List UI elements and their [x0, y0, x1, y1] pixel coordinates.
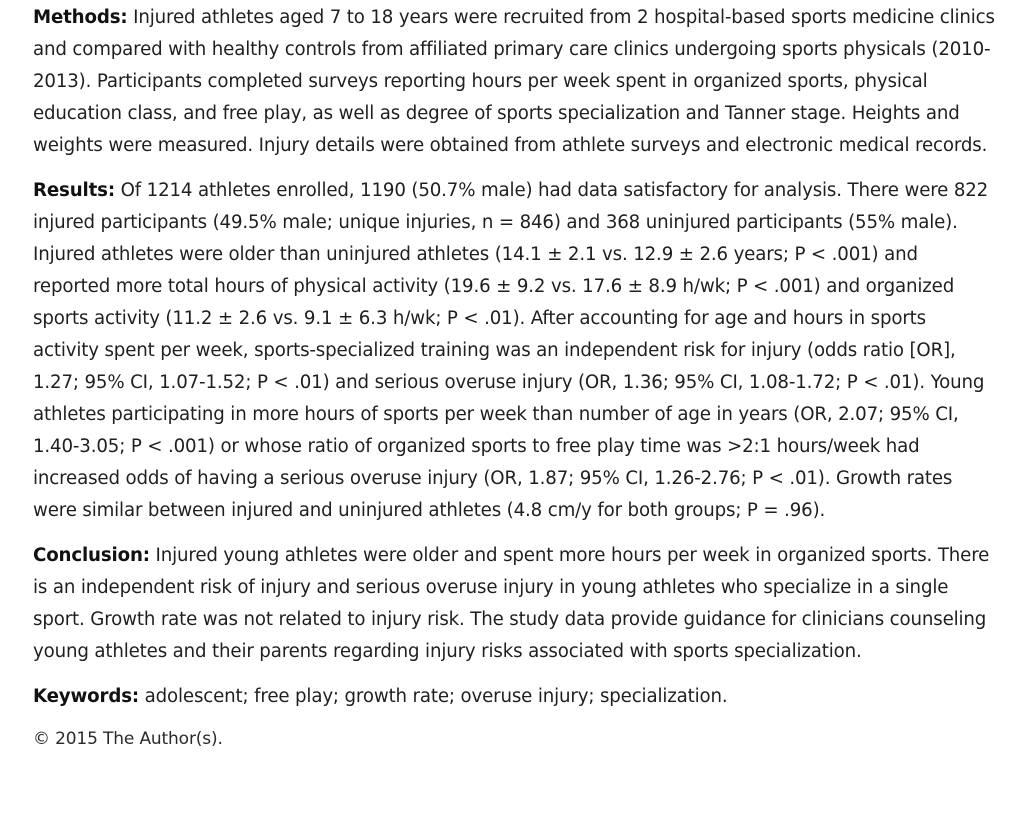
- results-label: Results:: [33, 180, 115, 201]
- conclusion-label: Conclusion:: [33, 545, 150, 566]
- conclusion-section: [33, 540, 995, 668]
- methods-label: Methods:: [33, 7, 128, 28]
- methods-section: [33, 2, 995, 162]
- abstract-body: [33, 2, 995, 751]
- keywords-text: adolescent; free play; growth rate; overuse injury; specialization.: [144, 686, 728, 707]
- keywords-label: Keywords:: [33, 686, 139, 707]
- conclusion-text: Injured young athletes were older and spent more hours per week in organized sports. There is an independent risk of injury and serious overuse injury in young athletes who specialize in a single sport. Growth rate was not related to injury risk. The study data provide guidance for clinicians counseling young athletes and their parents regarding injury risks associated with sports specialization.: [33, 545, 990, 662]
- results-section: [33, 175, 995, 527]
- keywords-section: [33, 681, 995, 713]
- results-text: Of 1214 athletes enrolled, 1190 (50.7% male) had data satisfactory for analysis. There were 822 injured participants (49.5% male; unique injuries, n = 846) and 368 uninjured participants (55% male). Injured athletes were older than uninjured athletes (14.1 ± 2.1 vs. 12.9 ± 2.6 years; P < .001) and reported more total hours of physical activity (19.6 ± 9.2 vs. 17.6 ± 8.9 h/wk; P < .001) and organized sports activity (11.2 ± 2.6 vs. 9.1 ± 6.3 h/wk; P < .01). After accounting for age and hours in sports activity spent per week, sports-specialized training was an independent risk for injury (odds ratio [OR], 1.27; 95% CI, 1.07-1.52; P < .01) and serious overuse injury (OR, 1.36; 95% CI, 1.08-1.72; P < .01). Young athletes participating in more hours of sports per week than number of age in years (OR, 2.07; 95% CI, 1.40-3.05; P < .001) or whose ratio of organized sports to free play time was >2:1 hours/week had increased odds of having a serious overuse injury (OR, 1.87; 95% CI, 1.26-2.76; P < .01). Growth rates were similar between injured and uninjured athletes (4.8 cm/y for both groups; P = .96).: [33, 180, 989, 521]
- methods-text: Injured athletes aged 7 to 18 years were recruited from 2 hospital-based sports medicine clinics and compared with healthy controls from affiliated primary care clinics undergoing sports physicals (2010-2013). Participants completed surveys reporting hours per week spent in organized sports, physical education class, and free play, as well as degree of sports specialization and Tanner stage. Heights and weights were measured. Injury details were obtained from athlete surveys and electronic medical records.: [33, 7, 995, 156]
- copyright-notice: © 2015 The Author(s).: [33, 729, 223, 749]
